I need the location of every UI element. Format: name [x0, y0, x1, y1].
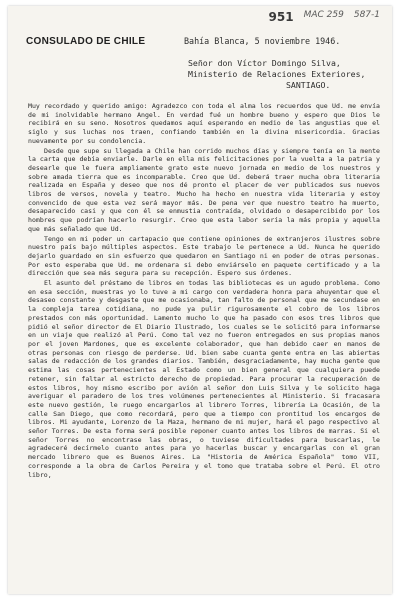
archive-number: 951: [268, 10, 294, 24]
archive-annotation: [269, 10, 380, 24]
archive-code: MAC 259: [303, 10, 344, 20]
archive-page: 587-1: [353, 10, 380, 20]
addressee-line-name: Señor don Víctor Domingo Silva,: [188, 58, 341, 68]
dateline: Bahía Blanca, 5 noviembre 1946.: [184, 36, 341, 46]
addressee-city: SANTIAGO.: [286, 80, 331, 90]
paragraph-3: Tengo en mi poder un cartapacio que contiene opiniones de extranjeros ilustres sobre nuestro país bajo múltiples aspectos. Este trabajo le pertenece a Ud. Nunca he querido dejarlo guardado en sin esfuerzo que quedaron en Santiago ni en poder de otras personas. Por esto esperaba que Ud. me ordenara si debo enviárselo en paquete certificado y a la dirección que sea más segura para su recepción. Espero sus órdenes.: [28, 234, 380, 278]
letter-page: [8, 6, 392, 594]
paragraph-2: Desde que supe su llegada a Chile han corrido muchos días y siempre tenía en la mente la carta que debía enviarle. Darle en ella mis felicitaciones por la vuelta a la patria y desearle que le fuera ampliamente grato este nuevo jornada en medio de los nuestros y sobre amada tierra que es incomparable. Creo que Ud. deberá traer mucha obra literaria realizada en España y deseo que nos dé pronto el placer de ver publicados sus nuevos libros de versos, novela y teatro. Mucho ha hecho en nuestra vida literaria y estoy convencido de que esta vez será mayor más. De pena ver que nuestro teatro ha muerto, desaparecido casi y que con él se enmustia contraída, olvidado o desapercibido por los hombres que podrían hacerlo resurgir. Creo que esta labor sería la más propia y aquella que más señalado que Ud.: [28, 146, 380, 233]
addressee-block: [188, 58, 365, 91]
paragraph-1: Muy recordado y querido amigo: Agradezco con toda el alma los recuerdos que Ud. me envía de mi inolvidable hermano Angel. En verdad fué un hombre bueno y espero que Dios le recibirá en su seno. Nosotros quedamos aquí esperando en medio de las angustias que el siglo y sus luchas nos traen, confiando también en la divina misericordia. Gracias nuevamente por su condolencia.: [28, 102, 380, 145]
paragraph-4: El asunto del préstamo de libros en todas las bibliotecas es un agudo problema. Como en esa sección, muestras yo lo tuve a mi cargo con verdadera honra para ahuyentar que el desaseo constante y desgaste que me ocasionaba, tan falto de personal que me secundase en la compleja tarea cotidiana, no pude ya pulir rigurosamente el cobro de los libros prestados con más oportunidad. Lamento mucho lo que ha pasado con esos tres libros que pidió el señor director de El Diario Ilustrado, los cuales se le solicitó para informarse en un viaje que realizó al Perú. Como tal vez no fueron entregados en sus propias manos por el joven Mardones, que es excelente colaborador, que han debido caer en manos de otras personas con riesgo de perderse. Ud. bien sabe cuanta gente entra en las abiertas salas de redacción de los grandes diarios. También, desgraciadamente, hay mucha gente que estima las cosas pertenecientes al Estado como un bien general que cualquiera puede retener, sin faltar al estricto derecho de propiedad. Para procurar la recuperación de estos libros, hoy mismo escribo por avión al señor don Luis Silva y le solicito haga averiguar el paradero de los tres volúmenes pertenecientes al Ministerio. Si fracasara este nuevo gestión, le ruego encargarlos al librero Torres, librería La Ocasión, de la calle San Diego, que como recordará, pero que a tiempo con prontitud los encargos de libros. Mi ayudante, Lorenzo de la Maza, hermano de mi mujer, hará el pago respectivo al señor Torres. De esta forma será posible reponer cuanto antes los libros de marras. Si el señor Torres no encontrase las obras, o tuviese dificultades para buscarlas, le agradeceré decírmelo cuanto antes para yo hacerlas buscar y encargarlas con el gran mercado librero que es Buenos Aires. La "Historia de América Española" tomo VII, corresponde a la obra de Carlos Pereira y el tomo que trataba sobre el Perú. El otro libro,: [28, 279, 380, 479]
addressee-line-office: Ministerio de Relaciones Exteriores,: [188, 69, 366, 79]
letter-body: [28, 102, 380, 480]
letterhead: CONSULADO DE CHILE: [26, 36, 146, 47]
